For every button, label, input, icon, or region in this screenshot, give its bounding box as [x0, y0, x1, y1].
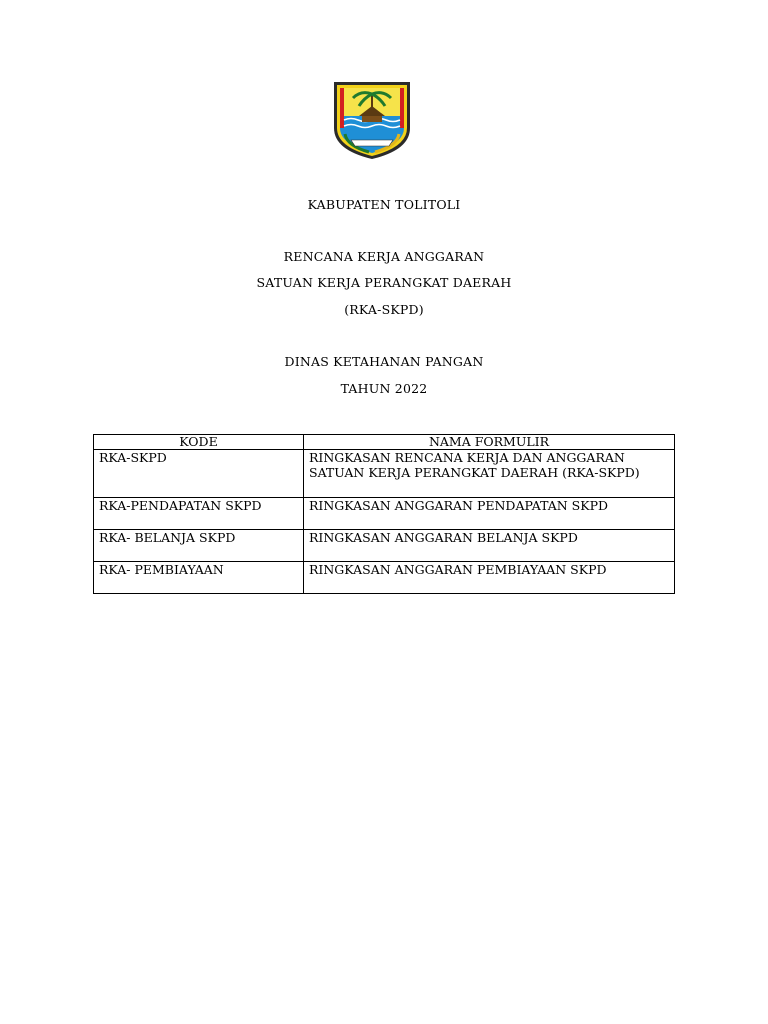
- table-row: [94, 450, 675, 498]
- nama-formulir-cell: [304, 450, 675, 498]
- nama-formulir-cell: RINGKASAN ANGGARAN PENDAPATAN SKPD: [304, 498, 675, 530]
- document-title-line-1: RENCANA KERJA ANGGARAN: [283, 249, 485, 264]
- nama-formulir-cell: RINGKASAN ANGGARAN PEMBIAYAAN SKPD: [304, 562, 675, 594]
- kode-cell: RKA-SKPD: [94, 450, 304, 498]
- table-row: [94, 498, 675, 530]
- table-row: [94, 530, 675, 562]
- table-header-row: [94, 435, 675, 450]
- kode-cell: RKA-PENDAPATAN SKPD: [94, 498, 304, 530]
- regency-name: KABUPATEN TOLITOLI: [307, 197, 461, 212]
- column-header-kode: KODE: [94, 435, 304, 450]
- nama-formulir-line-1: RINGKASAN RENCANA KERJA DAN ANGGARAN: [309, 450, 625, 465]
- regency-coat-of-arms-icon: [331, 76, 413, 160]
- nama-formulir-line-2: SATUAN KERJA PERANGKAT DAERAH (RKA-SKPD): [309, 465, 640, 480]
- document-title-line-2: SATUAN KERJA PERANGKAT DAERAH: [256, 275, 512, 290]
- table-row: [94, 562, 675, 594]
- year-label: TAHUN 2022: [340, 381, 428, 396]
- kode-cell: RKA- BELANJA SKPD: [94, 530, 304, 562]
- column-header-nama-formulir: NAMA FORMULIR: [304, 435, 675, 450]
- document-title-line-3: (RKA-SKPD): [344, 302, 424, 317]
- agency-name: DINAS KETAHANAN PANGAN: [284, 354, 484, 369]
- form-list-table: [93, 434, 675, 594]
- kode-cell: RKA- PEMBIAYAAN: [94, 562, 304, 594]
- nama-formulir-cell: RINGKASAN ANGGARAN BELANJA SKPD: [304, 530, 675, 562]
